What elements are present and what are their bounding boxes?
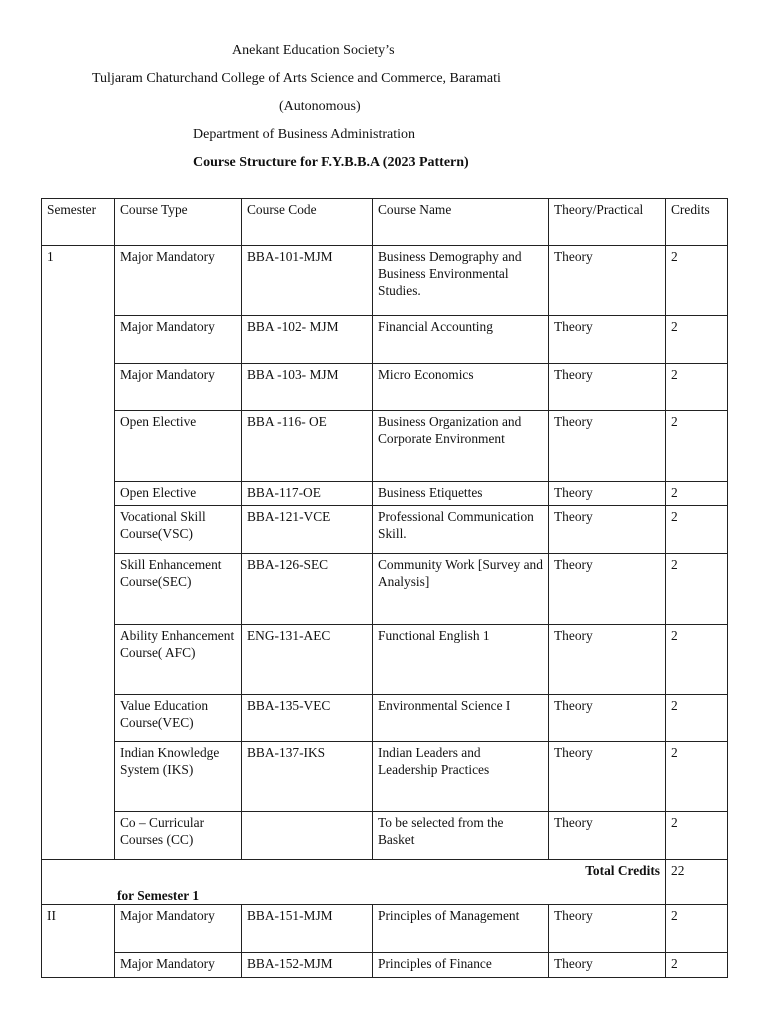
header-course-type: Course Type [115, 199, 242, 246]
course-credits-cell: 2 [666, 695, 728, 742]
course-mode-cell: Theory [549, 411, 666, 482]
table-row [42, 411, 728, 482]
course-name-cell: Business Etiquettes [373, 482, 549, 506]
course-credits-cell: 2 [666, 742, 728, 812]
course-name-cell: Functional English 1 [373, 625, 549, 695]
course-type-cell: Indian Knowledge System (IKS) [115, 742, 242, 812]
course-name-cell: Financial Accounting [373, 316, 549, 364]
header-semester: Semester [42, 199, 115, 246]
course-name-cell: Business Demography and Business Environmental Studies. [373, 246, 549, 316]
course-credits-cell: 2 [666, 554, 728, 625]
course-name-cell: Principles of Management [373, 905, 549, 953]
course-code-cell: BBA-137-IKS [242, 742, 373, 812]
table-row [42, 316, 728, 364]
total-credits-row [42, 860, 728, 905]
course-mode-cell: Theory [549, 953, 666, 978]
course-code-cell: BBA-126-SEC [242, 554, 373, 625]
page-title: Course Structure for F.Y.B.B.A (2023 Pattern) [193, 155, 469, 170]
table-row [42, 695, 728, 742]
table-row [42, 742, 728, 812]
course-name-cell: Indian Leaders and Leadership Practices [373, 742, 549, 812]
course-mode-cell: Theory [549, 554, 666, 625]
total-credits-sublabel: for Semester 1 [117, 888, 200, 903]
course-credits-cell: 2 [666, 364, 728, 411]
table-row [42, 482, 728, 506]
course-code-cell: BBA-117-OE [242, 482, 373, 506]
course-code-cell: BBA -116- OE [242, 411, 373, 482]
course-credits-cell: 2 [666, 625, 728, 695]
course-type-cell: Major Mandatory [115, 905, 242, 953]
course-credits-cell: 2 [666, 482, 728, 506]
course-type-cell: Major Mandatory [115, 316, 242, 364]
course-structure-table [41, 198, 728, 978]
course-code-cell [242, 812, 373, 860]
college-name: Tuljaram Chaturchand College of Arts Science and Commerce, Baramati [92, 71, 501, 86]
course-code-cell: BBA -102- MJM [242, 316, 373, 364]
table-row [42, 554, 728, 625]
semester-1-cell: 1 [42, 246, 115, 860]
course-mode-cell: Theory [549, 812, 666, 860]
course-credits-cell: 2 [666, 905, 728, 953]
course-credits-cell: 2 [666, 246, 728, 316]
course-mode-cell: Theory [549, 905, 666, 953]
course-name-cell: Business Organization and Corporate Environment [373, 411, 549, 482]
course-credits-cell: 2 [666, 506, 728, 554]
course-mode-cell: Theory [549, 742, 666, 812]
table-row [42, 506, 728, 554]
course-name-cell: Professional Communication Skill. [373, 506, 549, 554]
course-code-cell: BBA -103- MJM [242, 364, 373, 411]
course-code-cell: BBA-135-VEC [242, 695, 373, 742]
course-code-cell: BBA-101-MJM [242, 246, 373, 316]
course-mode-cell: Theory [549, 506, 666, 554]
course-credits-cell: 2 [666, 953, 728, 978]
semester-2-cell: II [42, 905, 115, 978]
course-type-cell: Vocational Skill Course(VSC) [115, 506, 242, 554]
table-row [42, 246, 728, 316]
header-credits: Credits [666, 199, 728, 246]
course-mode-cell: Theory [549, 364, 666, 411]
society-name: Anekant Education Society’s [232, 43, 395, 58]
course-type-cell: Skill Enhancement Course(SEC) [115, 554, 242, 625]
course-mode-cell: Theory [549, 246, 666, 316]
department-name: Department of Business Administration [193, 127, 416, 142]
course-type-cell: Value Education Course(VEC) [115, 695, 242, 742]
course-credits-cell: 2 [666, 316, 728, 364]
total-credits-value: 22 [666, 860, 728, 905]
header-course-name: Course Name [373, 199, 549, 246]
course-type-cell: Major Mandatory [115, 953, 242, 978]
course-mode-cell: Theory [549, 316, 666, 364]
course-mode-cell: Theory [549, 625, 666, 695]
course-type-cell: Open Elective [115, 411, 242, 482]
course-code-cell: BBA-121-VCE [242, 506, 373, 554]
table-row [42, 625, 728, 695]
table-row [42, 812, 728, 860]
table-row [42, 953, 728, 978]
course-credits-cell: 2 [666, 411, 728, 482]
table-row [42, 364, 728, 411]
course-mode-cell: Theory [549, 695, 666, 742]
course-type-cell: Open Elective [115, 482, 242, 506]
table-row [42, 905, 728, 953]
course-name-cell: Environmental Science I [373, 695, 549, 742]
course-name-cell: Micro Economics [373, 364, 549, 411]
course-name-cell: Principles of Finance [373, 953, 549, 978]
header-theory-practical: Theory/Practical [549, 199, 666, 246]
course-code-cell: BBA-152-MJM [242, 953, 373, 978]
table-header-row [42, 199, 728, 246]
course-name-cell: Community Work [Survey and Analysis] [373, 554, 549, 625]
course-type-cell: Co – Curricular Courses (CC) [115, 812, 242, 860]
course-credits-cell: 2 [666, 812, 728, 860]
course-type-cell: Major Mandatory [115, 364, 242, 411]
autonomous-status: (Autonomous) [279, 99, 361, 114]
header-course-code: Course Code [242, 199, 373, 246]
course-code-cell: ENG-131-AEC [242, 625, 373, 695]
course-type-cell: Ability Enhancement Course( AFC) [115, 625, 242, 695]
course-type-cell: Major Mandatory [115, 246, 242, 316]
course-code-cell: BBA-151-MJM [242, 905, 373, 953]
total-credits-label-cell [42, 860, 666, 905]
course-name-cell: To be selected from the Basket [373, 812, 549, 860]
total-credits-label: Total Credits [585, 863, 660, 878]
course-mode-cell: Theory [549, 482, 666, 506]
